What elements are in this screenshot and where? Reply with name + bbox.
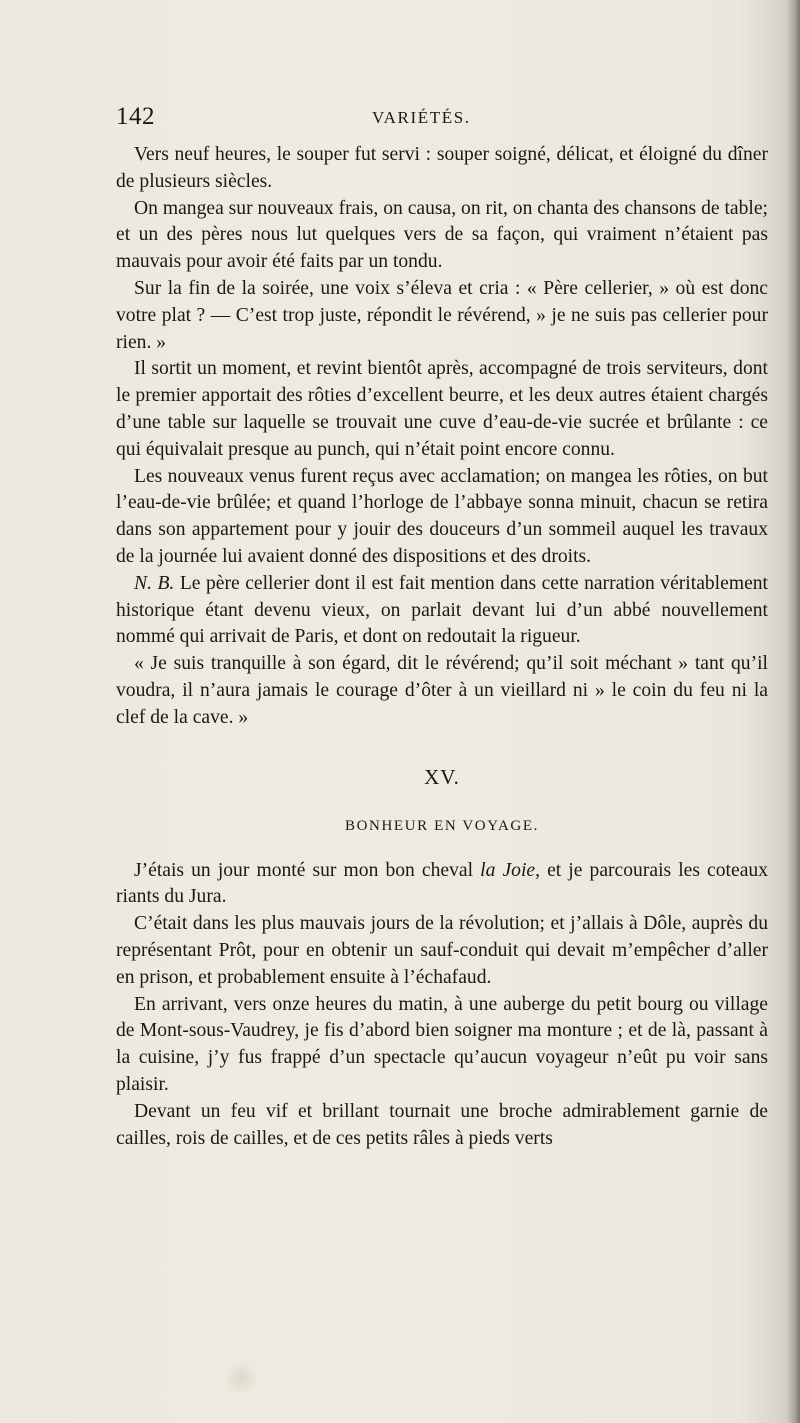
quote-paragraph: « Je suis tranquille à son égard, dit le révérend; qu’il soit méchant » tant qu’il voudra, il n’aura jamais le courage d’ôter à un vieillard ni » le coin du feu ni la clef de la cave. »	[116, 653, 768, 728]
paragraph: On mangea sur nouveaux frais, on causa, on rit, on chanta des chansons de table; et un des pères nous lut quelques vers de sa façon, qui vraiment n’étaient pas mauvais pour avoir été faits par un tondu.	[116, 197, 768, 273]
paragraph-text: J’étais un jour monté sur mon bon cheval	[134, 859, 481, 881]
paragraph: Sur la fin de la soirée, une voix s’éleva et cria : « Père cellerier, » où est donc votre plat ? — C’est trop juste, répondit le révérend, » je ne suis pas cellerier pour rien. »	[116, 277, 768, 353]
horse-name: la Joie	[480, 859, 536, 881]
page-edge-shadow	[786, 0, 800, 1423]
note-paragraph	[116, 571, 768, 651]
running-title: VARIÉTÉS.	[372, 108, 471, 127]
paragraph	[116, 858, 768, 912]
note-label: N. B.	[134, 572, 175, 594]
paragraph: Vers neuf heures, le souper fut servi : souper soigné, délicat, et éloigné du dîner de plusieurs siècles.	[116, 144, 768, 192]
page-text	[116, 142, 768, 1152]
paragraph: En arrivant, vers onze heures du matin, à une auberge du petit bourg ou village de Mont-sous-Vaudrey, je fis d’abord bien soigner ma monture ; et de là, passant à la cuisine, j’y fus frappé d’un spectacle qu’aucun voyageur n’eût pu voir sans plaisir.	[116, 993, 768, 1095]
paper-smudge	[226, 1358, 256, 1398]
page-number: 142	[116, 103, 155, 130]
running-head	[116, 103, 768, 133]
paragraph: Il sortit un moment, et revint bientôt après, accompagné de trois serviteurs, dont le premier apportait des rôties d’excellent beurre, et les deux autres étaient chargés d’une table sur laquelle se trouvait une cuve d’eau-de-vie sucrée et brûlante : ce qui équivalait presque au punch, qui n’était point encore connu.	[116, 358, 768, 460]
paragraph-text: , et je parcourais les coteaux riants du Jura.	[116, 859, 768, 908]
section-number: XV.	[424, 764, 460, 789]
note-text: Le père cellerier dont il est fait mention dans cette narration véritablement historique étant devenu vieux, on parlait devant lui d’un abbé nouvellement nommé qui arrivait de Paris, et dont on redoutait la rigueur.	[116, 572, 769, 648]
paragraph: Devant un feu vif et brillant tournait une broche admirablement garnie de cailles, rois de cailles, et de ces petits râles à pieds verts	[116, 1100, 768, 1149]
paragraph: Les nouveaux venus furent reçus avec acclamation; on mangea les rôties, on but l’eau-de-vie brûlée; et quand l’horloge de l’abbaye sonna minuit, chacun se retira dans son appartement pour y jouir des douceurs d’un sommeil auquel les travaux de la journée lui avaient donné des dispositions et des droits.	[116, 465, 768, 567]
section-title: BONHEUR EN VOYAGE.	[345, 817, 539, 834]
paragraph: C’était dans les plus mauvais jours de la révolution; et j’allais à Dôle, auprès du représentant Prôt, pour en obtenir un sauf-conduit qui devait m’empêcher d’aller en prison, et probablement ensuite à l’échafaud.	[116, 913, 768, 988]
